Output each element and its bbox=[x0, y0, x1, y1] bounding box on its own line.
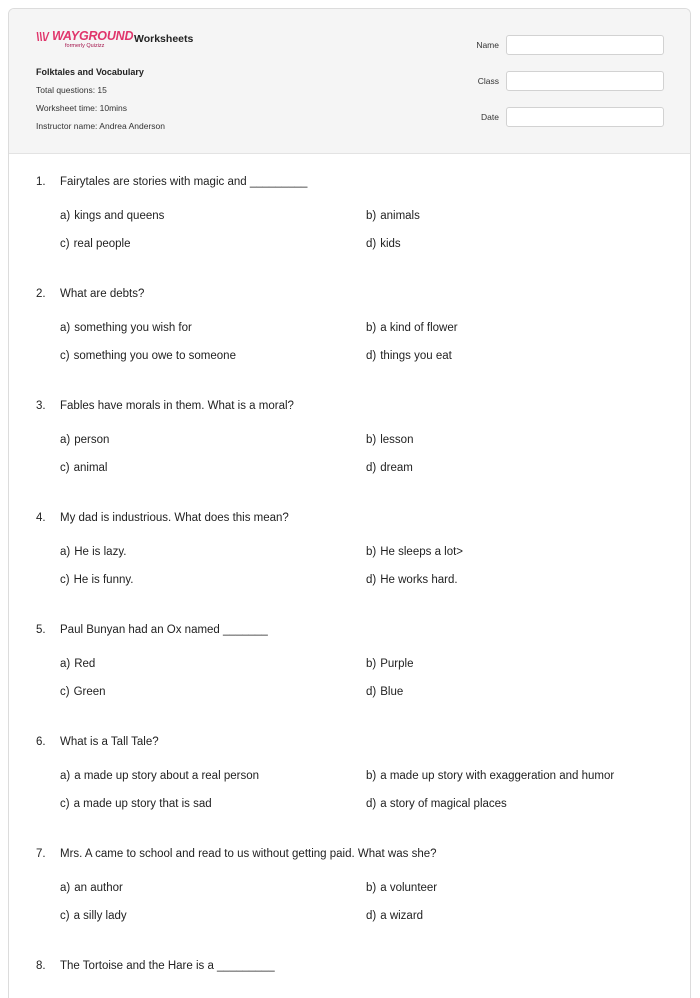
option-letter: b) bbox=[366, 322, 377, 334]
option-letter: c) bbox=[60, 462, 70, 474]
option-text: a story of magical places bbox=[380, 798, 507, 810]
option-letter: c) bbox=[60, 238, 70, 250]
option-letter: b) bbox=[366, 882, 377, 894]
option-text: He is funny. bbox=[73, 574, 134, 586]
question-number: 8. bbox=[36, 960, 46, 972]
question-text: The Tortoise and the Hare is a _________ bbox=[60, 960, 275, 972]
option-letter: a) bbox=[60, 434, 71, 446]
option-c[interactable] bbox=[60, 462, 107, 474]
option-c[interactable] bbox=[60, 910, 127, 922]
question-text: Fairytales are stories with magic and _________ bbox=[60, 176, 308, 188]
option-c[interactable] bbox=[60, 350, 236, 362]
option-text: animal bbox=[73, 462, 108, 474]
option-letter: a) bbox=[60, 322, 71, 334]
question-number: 5. bbox=[36, 624, 46, 636]
option-letter: a) bbox=[60, 770, 71, 782]
brand-title: Worksheets bbox=[134, 33, 194, 45]
option-text: a made up story with exaggeration and humor bbox=[380, 770, 615, 782]
option-text: Red bbox=[74, 658, 96, 670]
option-d[interactable] bbox=[366, 238, 401, 250]
question-5 bbox=[9, 602, 690, 714]
option-b[interactable] bbox=[366, 322, 458, 334]
worksheet-page bbox=[8, 8, 691, 998]
question-1 bbox=[9, 154, 690, 266]
option-b[interactable] bbox=[366, 210, 420, 222]
option-text: person bbox=[74, 434, 110, 446]
option-text: Green bbox=[73, 686, 106, 698]
option-text: an author bbox=[74, 882, 123, 894]
option-text: He is lazy. bbox=[74, 546, 127, 558]
question-8 bbox=[9, 938, 690, 998]
option-letter: c) bbox=[60, 350, 70, 362]
option-text: things you eat bbox=[380, 350, 452, 362]
option-a[interactable] bbox=[60, 882, 123, 894]
option-text: He sleeps a lot> bbox=[380, 546, 464, 558]
option-text: He works hard. bbox=[380, 574, 458, 586]
option-letter: d) bbox=[366, 686, 377, 698]
option-a[interactable] bbox=[60, 658, 95, 670]
logo-subtitle: formerly Quizizz bbox=[65, 43, 105, 49]
option-text: Purple bbox=[380, 658, 414, 670]
option-text: a made up story that is sad bbox=[73, 798, 212, 810]
option-text: a made up story about a real person bbox=[74, 770, 259, 782]
logo-wordmark: WAYGROUND bbox=[52, 29, 134, 43]
option-text: a volunteer bbox=[380, 882, 438, 894]
option-letter: a) bbox=[60, 546, 71, 558]
option-b[interactable] bbox=[366, 546, 463, 558]
option-a[interactable] bbox=[60, 434, 109, 446]
option-b[interactable] bbox=[366, 658, 413, 670]
brand bbox=[36, 29, 193, 53]
option-letter: c) bbox=[60, 686, 70, 698]
option-d[interactable] bbox=[366, 574, 458, 586]
option-c[interactable] bbox=[60, 798, 212, 810]
option-a[interactable] bbox=[60, 210, 164, 222]
option-text: something you wish for bbox=[74, 322, 192, 334]
option-letter: b) bbox=[366, 434, 377, 446]
option-letter: b) bbox=[366, 770, 377, 782]
option-a[interactable] bbox=[60, 770, 259, 782]
total-questions: Total questions: 15 bbox=[36, 85, 107, 95]
question-2 bbox=[9, 266, 690, 378]
instructor-name: Instructor name: Andrea Anderson bbox=[36, 121, 165, 131]
date-field[interactable] bbox=[506, 107, 664, 127]
option-text: something you owe to someone bbox=[73, 350, 236, 362]
option-letter: d) bbox=[366, 798, 377, 810]
date-label: Date bbox=[481, 112, 499, 122]
option-c[interactable] bbox=[60, 238, 131, 250]
option-text: dream bbox=[380, 462, 413, 474]
question-number: 7. bbox=[36, 848, 46, 860]
question-number: 6. bbox=[36, 736, 46, 748]
option-letter: a) bbox=[60, 210, 71, 222]
option-letter: d) bbox=[366, 574, 377, 586]
option-letter: c) bbox=[60, 798, 70, 810]
question-number: 1. bbox=[36, 176, 46, 188]
option-a[interactable] bbox=[60, 322, 192, 334]
worksheet-time: Worksheet time: 10mins bbox=[36, 103, 128, 113]
option-letter: c) bbox=[60, 574, 70, 586]
worksheet-title: Folktales and Vocabulary bbox=[36, 67, 144, 77]
question-text: Fables have morals in them. What is a moral? bbox=[60, 400, 294, 412]
option-letter: a) bbox=[60, 882, 71, 894]
option-letter: d) bbox=[366, 350, 377, 362]
option-text: real people bbox=[73, 238, 131, 250]
question-number: 2. bbox=[36, 288, 46, 300]
question-text: What are debts? bbox=[60, 288, 145, 300]
option-text: Blue bbox=[380, 686, 404, 698]
option-text: kids bbox=[380, 238, 401, 250]
option-text: a wizard bbox=[380, 910, 424, 922]
question-6 bbox=[9, 714, 690, 826]
option-d[interactable] bbox=[366, 686, 403, 698]
option-d[interactable] bbox=[366, 910, 423, 922]
option-letter: c) bbox=[60, 910, 70, 922]
option-letter: d) bbox=[366, 238, 377, 250]
question-text: My dad is industrious. What does this mean? bbox=[60, 512, 289, 524]
wayground-logo bbox=[36, 29, 134, 53]
question-3 bbox=[9, 378, 690, 490]
question-text: Mrs. A came to school and read to us without getting paid. What was she? bbox=[60, 848, 437, 860]
option-a[interactable] bbox=[60, 546, 126, 558]
option-text: kings and queens bbox=[74, 210, 165, 222]
option-b[interactable] bbox=[366, 770, 614, 782]
class-field[interactable] bbox=[506, 71, 664, 91]
option-letter: b) bbox=[366, 210, 377, 222]
option-letter: d) bbox=[366, 910, 377, 922]
option-letter: b) bbox=[366, 546, 377, 558]
worksheet-header bbox=[9, 9, 690, 154]
option-letter: b) bbox=[366, 658, 377, 670]
class-label: Class bbox=[477, 76, 499, 86]
name-label: Name bbox=[476, 40, 499, 50]
option-b[interactable] bbox=[366, 882, 437, 894]
question-number: 3. bbox=[36, 400, 46, 412]
question-text: What is a Tall Tale? bbox=[60, 736, 159, 748]
question-number: 4. bbox=[36, 512, 46, 524]
option-text: a kind of flower bbox=[380, 322, 458, 334]
question-7 bbox=[9, 826, 690, 938]
option-c[interactable] bbox=[60, 574, 133, 586]
question-text: Paul Bunyan had an Ox named _______ bbox=[60, 624, 268, 636]
option-d[interactable] bbox=[366, 462, 413, 474]
option-text: a silly lady bbox=[73, 910, 127, 922]
name-field[interactable] bbox=[506, 35, 664, 55]
question-4 bbox=[9, 490, 690, 602]
option-text: lesson bbox=[380, 434, 414, 446]
option-letter: a) bbox=[60, 658, 71, 670]
option-text: animals bbox=[380, 210, 420, 222]
option-d[interactable] bbox=[366, 798, 507, 810]
option-d[interactable] bbox=[366, 350, 452, 362]
option-c[interactable] bbox=[60, 686, 106, 698]
option-b[interactable] bbox=[366, 434, 413, 446]
logo-mark-icon: \\\/ bbox=[36, 30, 49, 44]
option-letter: d) bbox=[366, 462, 377, 474]
